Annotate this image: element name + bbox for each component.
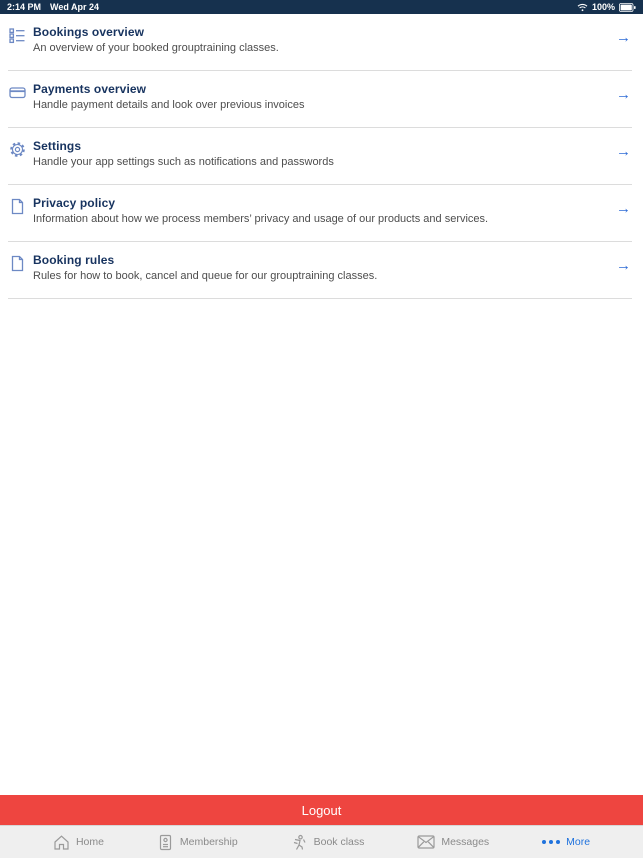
status-time: 2:14 PM xyxy=(7,2,42,12)
tab-book-class[interactable] xyxy=(291,834,365,851)
arrow-right-icon: → xyxy=(616,257,631,274)
menu-item-payments-overview[interactable] xyxy=(0,71,643,128)
tab-membership[interactable] xyxy=(157,834,238,851)
menu-item-title: Booking rules xyxy=(33,253,115,267)
tab-label: Home xyxy=(75,836,104,848)
tab-home[interactable] xyxy=(53,834,104,851)
membership-card-icon xyxy=(157,834,174,851)
menu-item-subtitle: Handle your app settings such as notifications and passwords xyxy=(33,156,334,168)
tab-label: Book class xyxy=(313,836,365,848)
more-menu-list xyxy=(0,14,643,299)
document-icon xyxy=(9,255,26,272)
arrow-right-icon: → xyxy=(616,143,631,160)
document-icon xyxy=(9,198,26,215)
menu-item-title: Settings xyxy=(33,139,82,153)
battery-icon xyxy=(619,3,636,12)
wifi-icon xyxy=(577,3,588,12)
arrow-right-icon: → xyxy=(616,29,631,46)
status-bar xyxy=(0,0,643,14)
menu-item-title: Privacy policy xyxy=(33,196,116,210)
more-dots-icon xyxy=(542,840,560,844)
bookings-list-icon xyxy=(9,27,26,44)
menu-item-subtitle: Handle payment details and look over previous invoices xyxy=(33,99,305,111)
messages-envelope-icon xyxy=(417,835,435,849)
tab-label: Messages xyxy=(441,836,490,848)
menu-item-subtitle: Rules for how to book, cancel and queue for our grouptraining classes. xyxy=(33,270,378,282)
tab-messages[interactable] xyxy=(417,835,489,849)
menu-item-booking-rules[interactable] xyxy=(0,242,643,299)
tab-label: Membership xyxy=(179,836,238,848)
arrow-right-icon: → xyxy=(616,200,631,217)
menu-item-privacy-policy[interactable] xyxy=(0,185,643,242)
arrow-right-icon: → xyxy=(616,86,631,103)
tab-bar xyxy=(0,825,643,858)
menu-item-subtitle: Information about how we process members’ privacy and usage of our products and services. xyxy=(33,213,489,225)
book-class-icon xyxy=(291,834,308,851)
menu-item-subtitle: An overview of your booked grouptraining classes. xyxy=(33,42,279,54)
menu-item-title: Bookings overview xyxy=(33,25,145,39)
gear-icon xyxy=(9,141,26,158)
tab-more[interactable] xyxy=(542,836,590,848)
empty-area xyxy=(0,299,643,795)
tab-label: More xyxy=(566,836,591,848)
menu-item-title: Payments overview xyxy=(33,82,147,96)
menu-item-bookings-overview[interactable] xyxy=(0,14,643,71)
status-date: Wed Apr 24 xyxy=(50,2,100,12)
logout-button[interactable]: Logout xyxy=(0,795,643,825)
home-icon xyxy=(53,834,70,851)
menu-item-settings[interactable] xyxy=(0,128,643,185)
battery-percent: 100% xyxy=(591,2,615,12)
credit-card-icon xyxy=(9,84,26,101)
